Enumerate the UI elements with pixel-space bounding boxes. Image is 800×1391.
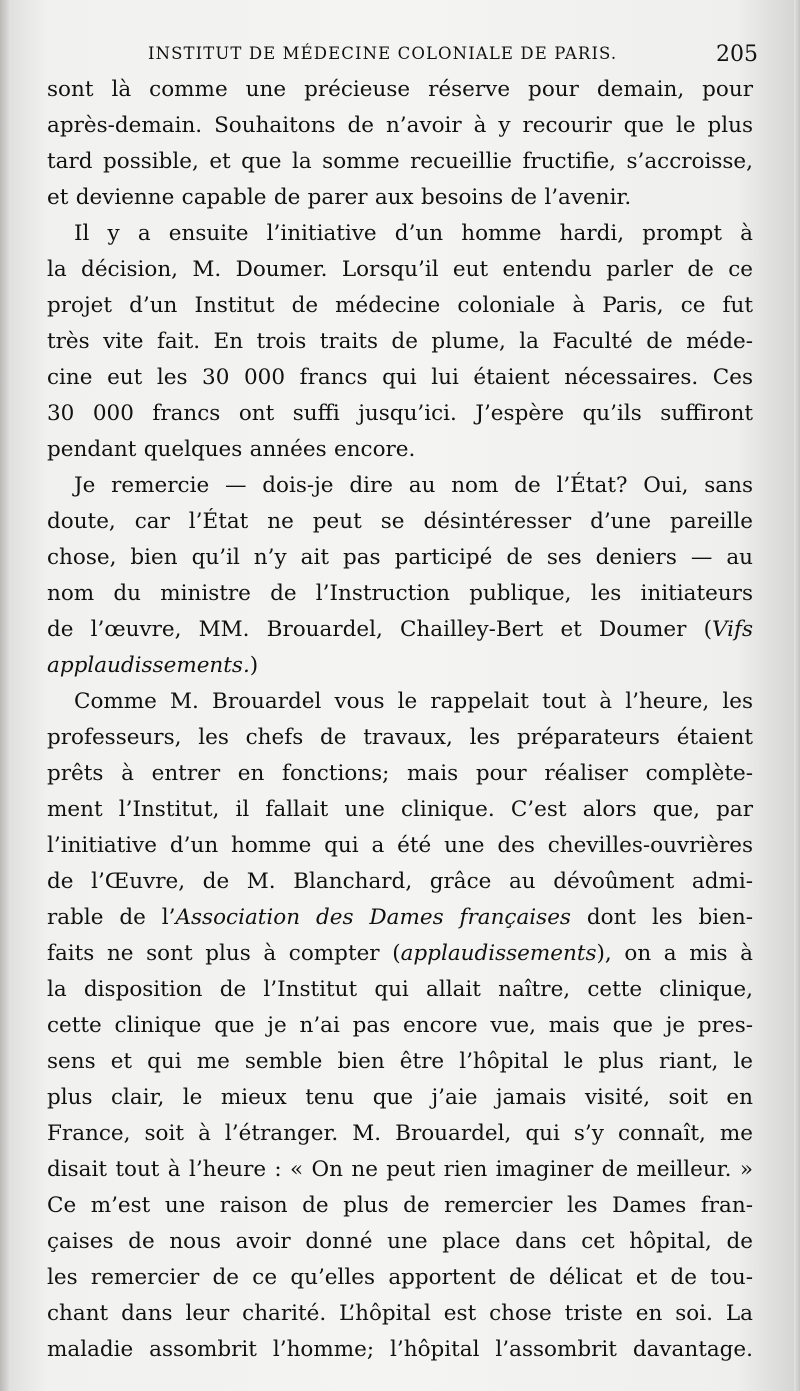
- page-number: 205: [716, 42, 758, 67]
- text-line: prêts à entrer en fonctions; mais pour réaliser complète-: [47, 761, 753, 786]
- text-line: maladie assombrit l’homme; l’hôpital l’assombrit davantage.: [47, 1337, 753, 1362]
- text-line: ment l’Institut, il fallait une clinique. C’est alors que, par: [47, 797, 753, 822]
- text-line: de l’œuvre, MM. Brouardel, Chailley-Bert et Doumer (Vifs: [47, 617, 753, 642]
- text-line: chose, bien qu’il n’y ait pas participé de ses deniers — au: [47, 545, 753, 570]
- text-line: sont là comme une précieuse réserve pour demain, pour: [47, 77, 753, 102]
- text-line: sens et qui me semble bien être l’hôpital le plus riant, le: [47, 1049, 753, 1074]
- text-line: les remercier de ce qu’elles apportent de délicat et de tou-: [47, 1265, 753, 1290]
- text-line: nom du ministre de l’Instruction publique, les initiateurs: [47, 581, 753, 606]
- text-line: Il y a ensuite l’initiative d’un homme hardi, prompt à: [74, 221, 753, 246]
- text-line: applaudissements.): [47, 653, 259, 678]
- text-line: la décision, M. Doumer. Lorsqu’il eut entendu parler de ce: [47, 257, 753, 282]
- text-line: Comme M. Brouardel vous le rappelait tout à l’heure, les: [74, 689, 753, 714]
- text-line: doute, car l’État ne peut se désintéresser d’une pareille: [47, 509, 753, 534]
- text-line: Ce m’est une raison de plus de remercier les Dames fran-: [47, 1193, 753, 1218]
- text-line: projet d’un Institut de médecine coloniale à Paris, ce fut: [47, 293, 753, 318]
- text-line: cette clinique que je n’ai pas encore vue, mais que je pres-: [47, 1013, 753, 1038]
- text-line: çaises de nous avoir donné une place dans cet hôpital, de: [47, 1229, 753, 1254]
- text-line: faits ne sont plus à compter (applaudissements), on a mis à: [47, 941, 753, 966]
- text-line: plus clair, le mieux tenu que j’aie jamais visité, soit en: [47, 1085, 753, 1110]
- text-line: Je remercie — dois-je dire au nom de l’État? Oui, sans: [74, 473, 753, 498]
- text-line: professeurs, les chefs de travaux, les préparateurs étaient: [47, 725, 753, 750]
- text-line: et devienne capable de parer aux besoins de l’avenir.: [47, 185, 632, 210]
- text-line: France, soit à l’étranger. M. Brouardel, qui s’y connaît, me: [47, 1121, 753, 1146]
- text-line: la disposition de l’Institut qui allait naître, cette clinique,: [47, 977, 753, 1002]
- running-title: INSTITUT DE MÉDECINE COLONIALE DE PARIS.: [148, 44, 618, 63]
- text-line: tard possible, et que la somme recueillie fructifie, s’accroisse,: [47, 149, 753, 174]
- text-line: chant dans leur charité. L’hôpital est chose triste en soi. La: [47, 1301, 753, 1326]
- running-head: [148, 42, 758, 74]
- text-line: pendant quelques années encore.: [47, 437, 416, 462]
- text-line: 30 000 francs ont suffi jusqu’ici. J’espère qu’ils suffiront: [47, 401, 753, 426]
- text-line: disait tout à l’heure : « On ne peut rien imaginer de meilleur. »: [47, 1157, 753, 1182]
- text-line: rable de l’Association des Dames françaises dont les bien-: [47, 905, 753, 930]
- text-line: de l’Œuvre, de M. Blanchard, grâce au dévoûment admi-: [47, 869, 753, 894]
- text-line: l’initiative d’un homme qui a été une des chevilles-ouvrières: [47, 833, 753, 858]
- text-line: après-demain. Souhaitons de n’avoir à y recourir que le plus: [47, 113, 753, 138]
- text-line: très vite fait. En trois traits de plume, la Faculté de méde-: [47, 329, 753, 354]
- text-line: cine eut les 30 000 francs qui lui étaient nécessaires. Ces: [47, 365, 753, 390]
